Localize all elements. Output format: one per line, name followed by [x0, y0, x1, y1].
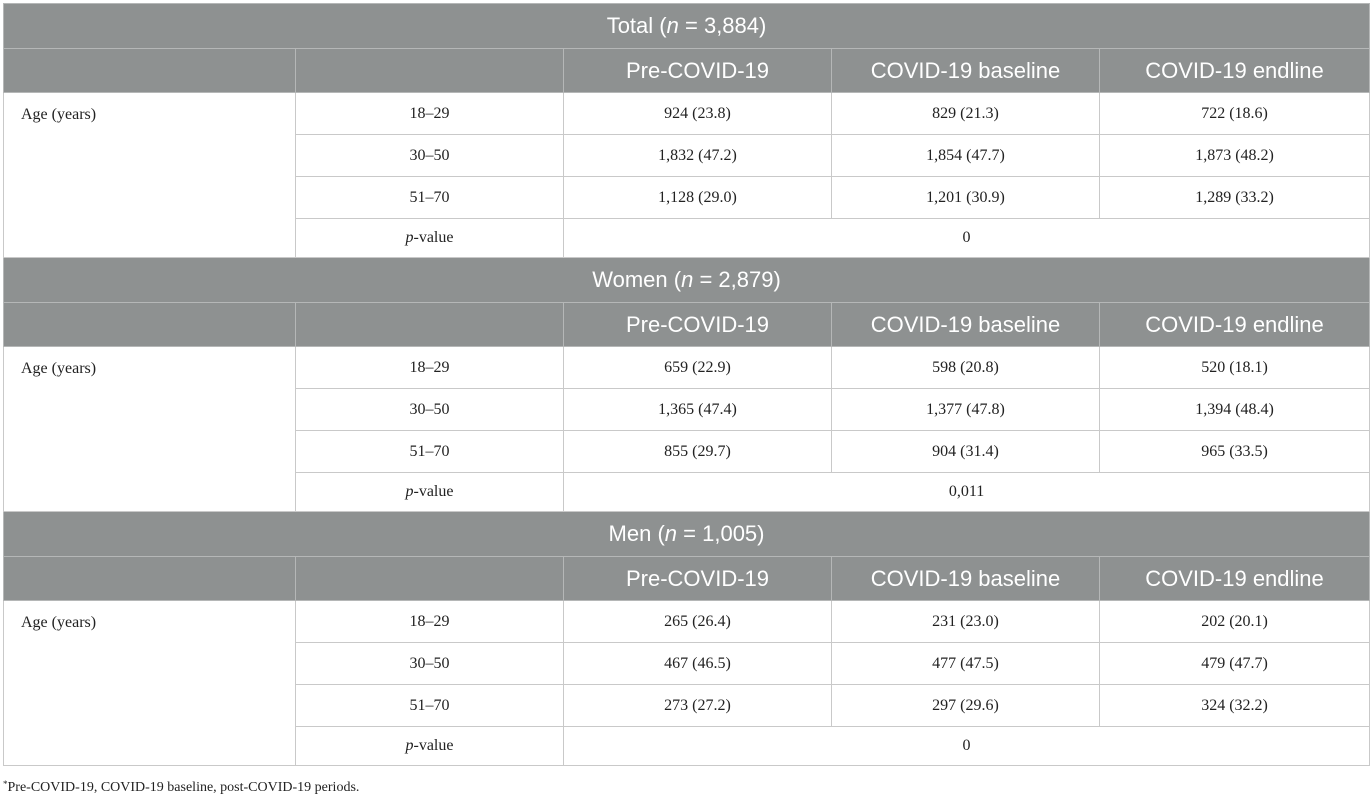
value-cell: 1,377 (47.8) — [832, 389, 1100, 431]
value-cell: 477 (47.5) — [832, 643, 1100, 685]
n-symbol: n — [681, 267, 694, 292]
group-name: Total — [606, 13, 654, 38]
column-header — [296, 303, 564, 347]
group-n: 2,879 — [718, 267, 774, 292]
table-body — [4, 4, 1370, 766]
column-header-row — [4, 303, 1370, 347]
p-value-cell: 0,011 — [564, 473, 1370, 512]
value-cell: 1,832 (47.2) — [564, 135, 832, 177]
group-header-row — [4, 512, 1370, 557]
row-label: Age (years) — [4, 347, 296, 512]
p-value-label: p-value — [296, 727, 564, 766]
column-header — [4, 303, 296, 347]
value-cell: 855 (29.7) — [564, 431, 832, 473]
table-container — [3, 3, 1369, 766]
p-symbol: p — [405, 737, 414, 754]
table-row — [4, 347, 1370, 389]
value-cell: 1,365 (47.4) — [564, 389, 832, 431]
column-header: Pre-COVID-19 — [564, 557, 832, 601]
column-header: COVID-19 baseline — [832, 303, 1100, 347]
table-footnote — [3, 779, 359, 796]
group-n: 1,005 — [702, 521, 758, 546]
age-range-cell: 51–70 — [296, 685, 564, 727]
value-cell: 924 (23.8) — [564, 93, 832, 135]
table-row — [4, 601, 1370, 643]
value-cell: 479 (47.7) — [1100, 643, 1370, 685]
value-cell: 1,128 (29.0) — [564, 177, 832, 219]
footnote-text: Pre-COVID-19, COVID-19 baseline, post-COVID-19 periods. — [7, 780, 360, 795]
age-range-cell: 18–29 — [296, 93, 564, 135]
value-cell: 1,873 (48.2) — [1100, 135, 1370, 177]
column-header: COVID-19 baseline — [832, 557, 1100, 601]
column-header: COVID-19 endline — [1100, 49, 1370, 93]
value-cell: 1,854 (47.7) — [832, 135, 1100, 177]
group-title: Men (n = 1,005) — [4, 512, 1370, 557]
age-range-cell: 18–29 — [296, 601, 564, 643]
value-cell: 467 (46.5) — [564, 643, 832, 685]
p-value-cell: 0 — [564, 727, 1370, 766]
column-header: COVID-19 baseline — [832, 49, 1100, 93]
group-title: Total (n = 3,884) — [4, 4, 1370, 49]
column-header-row — [4, 49, 1370, 93]
p-value-label: p-value — [296, 219, 564, 258]
value-cell: 297 (29.6) — [832, 685, 1100, 727]
p-value-cell: 0 — [564, 219, 1370, 258]
column-header-row — [4, 557, 1370, 601]
column-header: Pre-COVID-19 — [564, 303, 832, 347]
p-value-word: value — [418, 229, 454, 246]
p-symbol: p — [405, 229, 414, 246]
p-value-label: p-value — [296, 473, 564, 512]
column-header: COVID-19 endline — [1100, 557, 1370, 601]
footnote-marker: * — [3, 779, 8, 789]
n-symbol: n — [664, 521, 678, 546]
value-cell: 598 (20.8) — [832, 347, 1100, 389]
n-symbol: n — [666, 13, 679, 38]
column-header — [4, 557, 296, 601]
age-range-cell: 51–70 — [296, 177, 564, 219]
value-cell: 1,289 (33.2) — [1100, 177, 1370, 219]
value-cell: 202 (20.1) — [1100, 601, 1370, 643]
value-cell: 904 (31.4) — [832, 431, 1100, 473]
value-cell: 231 (23.0) — [832, 601, 1100, 643]
group-name: Men — [608, 521, 652, 546]
age-range-cell: 18–29 — [296, 347, 564, 389]
p-value-word: value — [418, 737, 454, 754]
group-header-row — [4, 4, 1370, 49]
p-symbol: p — [405, 483, 414, 500]
column-header: Pre-COVID-19 — [564, 49, 832, 93]
column-header: COVID-19 endline — [1100, 303, 1370, 347]
value-cell: 324 (32.2) — [1100, 685, 1370, 727]
value-cell: 829 (21.3) — [832, 93, 1100, 135]
value-cell: 1,394 (48.4) — [1100, 389, 1370, 431]
age-range-cell: 30–50 — [296, 643, 564, 685]
table-row — [4, 93, 1370, 135]
age-range-cell: 30–50 — [296, 389, 564, 431]
row-label: Age (years) — [4, 601, 296, 766]
value-cell: 520 (18.1) — [1100, 347, 1370, 389]
group-header-row — [4, 258, 1370, 303]
value-cell: 965 (33.5) — [1100, 431, 1370, 473]
age-distribution-table — [3, 3, 1370, 766]
row-label: Age (years) — [4, 93, 296, 258]
p-value-word: value — [418, 483, 454, 500]
value-cell: 722 (18.6) — [1100, 93, 1370, 135]
group-n: 3,884 — [703, 13, 760, 38]
column-header — [4, 49, 296, 93]
group-name: Women — [592, 267, 668, 292]
value-cell: 265 (26.4) — [564, 601, 832, 643]
value-cell: 273 (27.2) — [564, 685, 832, 727]
value-cell: 659 (22.9) — [564, 347, 832, 389]
age-range-cell: 30–50 — [296, 135, 564, 177]
age-range-cell: 51–70 — [296, 431, 564, 473]
column-header — [296, 49, 564, 93]
group-title: Women (n = 2,879) — [4, 258, 1370, 303]
column-header — [296, 557, 564, 601]
value-cell: 1,201 (30.9) — [832, 177, 1100, 219]
